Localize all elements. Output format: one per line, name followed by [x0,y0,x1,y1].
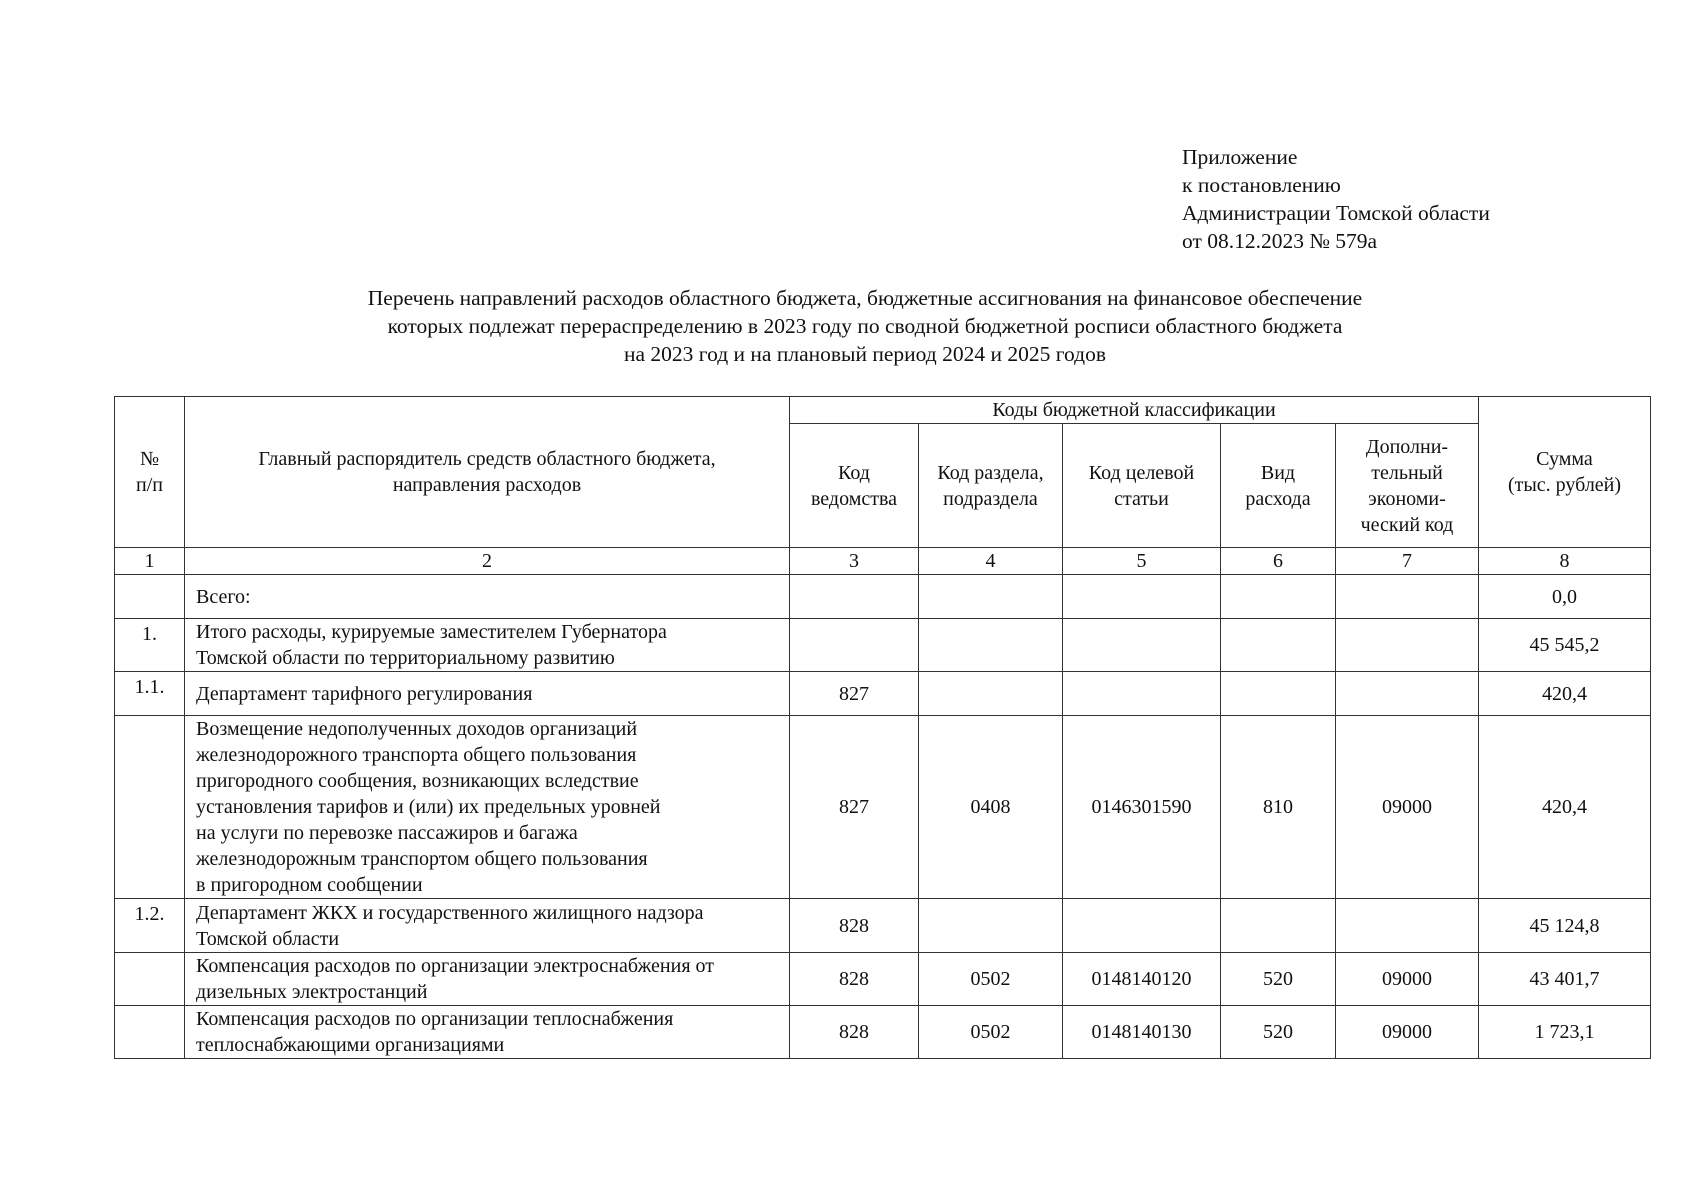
table-row [115,1006,1651,1059]
title-line: на 2023 год и на плановый период 2024 и 2025 годов [624,342,1106,366]
appendix-line: к постановлению [1182,173,1341,197]
econ-code [1336,899,1479,953]
header-num: № п/п [115,397,185,548]
column-number: 4 [919,548,1063,575]
table-row [115,575,1651,619]
column-number-row [115,548,1651,575]
section-code: 0502 [919,1006,1063,1059]
econ-code [1336,672,1479,716]
row-name: Возмещение недополученных доходов организаций железнодорожного транспорта общего пользования пригородного сообщения, возникающих вследствие установления тарифов и (или) их предельных уровней на услуги по перевозке пассажиров и багажа железнодорожным транспортом общего пользования в пригородном сообщении [185,716,790,899]
expense-type [1221,899,1336,953]
target-code [1063,899,1221,953]
row-number: 1. [115,619,185,672]
header-target-code: Код целевой статьи [1063,424,1221,548]
section-code [919,575,1063,619]
table-row [115,672,1651,716]
target-code [1063,619,1221,672]
expense-type: 810 [1221,716,1336,899]
sum-value: 1 723,1 [1479,1006,1651,1059]
section-code [919,619,1063,672]
table-row [115,953,1651,1006]
expense-type: 520 [1221,953,1336,1006]
title-line: которых подлежат перераспределению в 2023 году по сводной бюджетной росписи областного бюджета [387,314,1343,338]
column-number: 6 [1221,548,1336,575]
header-section-code: Код раздела, подраздела [919,424,1063,548]
appendix-line: Приложение [1182,145,1298,169]
econ-code [1336,575,1479,619]
section-code [919,899,1063,953]
row-name: Итого расходы, курируемые заместителем Губернатора Томской области по территориальному развитию [185,619,790,672]
row-name: Компенсация расходов по организации электроснабжения от дизельных электростанций [185,953,790,1006]
row-name: Всего: [185,575,790,619]
column-number: 2 [185,548,790,575]
target-code [1063,575,1221,619]
section-code: 0408 [919,716,1063,899]
header-econ-code: Дополни- тельный экономи- ческий код [1336,424,1479,548]
dept-code: 828 [790,1006,919,1059]
table-row [115,899,1651,953]
table-header [115,397,1651,575]
title-line: Перечень направлений расходов областного бюджета, бюджетные ассигнования на финансовое обеспечение [367,286,1363,310]
column-number: 5 [1063,548,1221,575]
econ-code: 09000 [1336,716,1479,899]
appendix-line: от 08.12.2023 № 579а [1182,229,1378,253]
row-name: Департамент ЖКХ и государственного жилищного надзора Томской области [185,899,790,953]
header-sum: Сумма (тыс. рублей) [1479,397,1651,548]
sum-value: 45 124,8 [1479,899,1651,953]
econ-code: 09000 [1336,953,1479,1006]
column-number: 3 [790,548,919,575]
column-number: 8 [1479,548,1651,575]
row-number: 1.1. [115,672,185,716]
sum-value: 43 401,7 [1479,953,1651,1006]
table-row [115,619,1651,672]
row-number: 1.2. [115,899,185,953]
sum-value: 45 545,2 [1479,619,1651,672]
econ-code [1336,619,1479,672]
appendix-line: Администрации Томской области [1182,201,1490,225]
expense-type [1221,672,1336,716]
column-number: 1 [115,548,185,575]
header-expense-type: Вид расхода [1221,424,1336,548]
target-code: 0146301590 [1063,716,1221,899]
target-code: 0148140130 [1063,1006,1221,1059]
econ-code: 09000 [1336,1006,1479,1059]
row-number [115,575,185,619]
target-code [1063,672,1221,716]
section-code: 0502 [919,953,1063,1006]
header-codes-group: Коды бюджетной классификации [790,397,1479,424]
appendix-block [1182,143,1490,255]
row-number [115,1006,185,1059]
dept-code: 828 [790,953,919,1006]
column-number: 7 [1336,548,1479,575]
row-name: Компенсация расходов по организации теплоснабжения теплоснабжающими организациями [185,1006,790,1059]
expense-type: 520 [1221,1006,1336,1059]
table-body [115,575,1651,1059]
target-code: 0148140120 [1063,953,1221,1006]
dept-code [790,619,919,672]
dept-code: 828 [790,899,919,953]
row-number [115,716,185,899]
header-dept-code: Код ведомства [790,424,919,548]
dept-code: 827 [790,672,919,716]
row-name: Департамент тарифного регулирования [185,672,790,716]
sum-value: 420,4 [1479,716,1651,899]
section-code [919,672,1063,716]
dept-code [790,575,919,619]
header-name: Главный распорядитель средств областного бюджета, направления расходов [185,397,790,548]
dept-code: 827 [790,716,919,899]
table-row [115,716,1651,899]
sum-value: 420,4 [1479,672,1651,716]
expense-type [1221,619,1336,672]
row-number [115,953,185,1006]
expense-type [1221,575,1336,619]
sum-value: 0,0 [1479,575,1651,619]
budget-table [114,396,1651,1059]
document-title [200,284,1530,368]
